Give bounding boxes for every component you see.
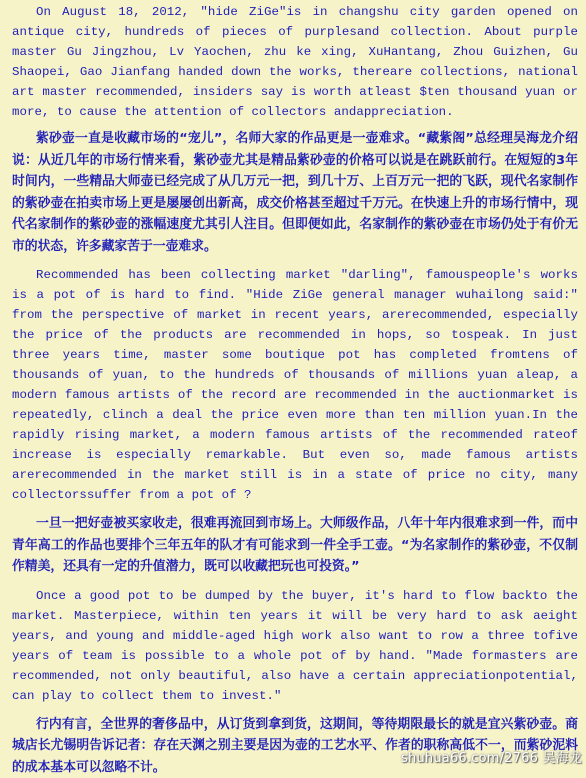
- paragraph-english-3: Once a good pot to be dumped by the buyer, it's hard to flow backto the market. Masterpiece, within ten years it will be very hard to ask aeight years, and young and middle-aged high work also want to row a three tofive years of team is possible to a whole pot of by hand. "Made formasters are recommended, not only beautiful, also have a certain appreciationpotential, can play to collect them to invest.": [12, 586, 578, 706]
- paragraph-chinese-3: 行内有言，全世界的奢侈品中，从订货到拿到货，这期间，等待期限最长的就是宜兴紫砂壶。商城店长尤锡明告诉记者：存在天渊之别主要是因为壶的工艺水平、作者的职称高低不一，而紫砂泥料的成本基本可以忽略不计。: [12, 714, 578, 778]
- article-body: [12, 0, 578, 778]
- paragraph-chinese-1: 紫砂壶一直是收藏市场的“宠儿”，名师大家的作品更是一壶难求。“藏紫阁”总经理吴海龙介绍说：从近几年的市场行情来看，紫砂壶尤其是精品紫砂壶的价格可以说是在跳跃前行。在短短的3年时间内，一些精品大师壶已经完成了从几万元一把，到几十万、上百万元一把的飞跃，现代名家制作的紫砂壶在拍卖市场上更是屡屡创出新高，成交价格甚至超过千万元。在快速上升的市场行情中，现代名家制作的紫砂壶的涨幅速度尤其引人注目。但即便如此，名家制作的紫砂壶在市场仍处于有价无市的状态，许多藏家苦于一壶难求。: [12, 128, 578, 257]
- site-watermark: shuhua66.com/2766 吴海龙: [401, 747, 582, 766]
- paragraph-english-2: Recommended has been collecting market "darling", famouspeople's works is a pot of is hard to find. "Hide ZiGe general manager wuhailong said:" from the perspective of market in recent years, arerecommended, especially the price of the products are recommended in hops, so tospeak. In just three years time, master some boutique pot has completed fromtens of thousands of yuan, to the hundreds of thousands of millions yuan aleap, a modern famous artists of the record are recommended in the auctionmarket is repeatedly, clinch a deal the price even more than ten million yuan.In the rapidly rising market, a modern famous artists of the recommended rateof increase is especially remarkable. But even so, made famous artists arerecommended in the market still is in a state of price no city, many collectorssuffer from a pot of ?: [12, 265, 578, 505]
- paragraph-english-1: On August 18, 2012, "hide ZiGe"is in changshu city garden opened on antique city, hundreds of pieces of purplesand collection. About purple master Gu Jingzhou, Lv Yaochen, zhu ke xing, XuHantang, Zhou Guizhen, Gu Shaopei, Gao Jianfang handed down the works, thereare collections, national art master recommended, insiders say is worth atleast $ten thousand yuan or more, to cause the attention of collectors andappreciation.: [12, 2, 578, 122]
- paragraph-chinese-2: 一旦一把好壶被买家收走，很难再流回到市场上。大师级作品，八年十年内很难求到一件，而中青年高工的作品也要排个三年五年的队才有可能求到一件全手工壶。“为名家制作的紫砂壶，不仅制作精美，还具有一定的升值潜力，既可以收藏把玩也可投资。”: [12, 513, 578, 578]
